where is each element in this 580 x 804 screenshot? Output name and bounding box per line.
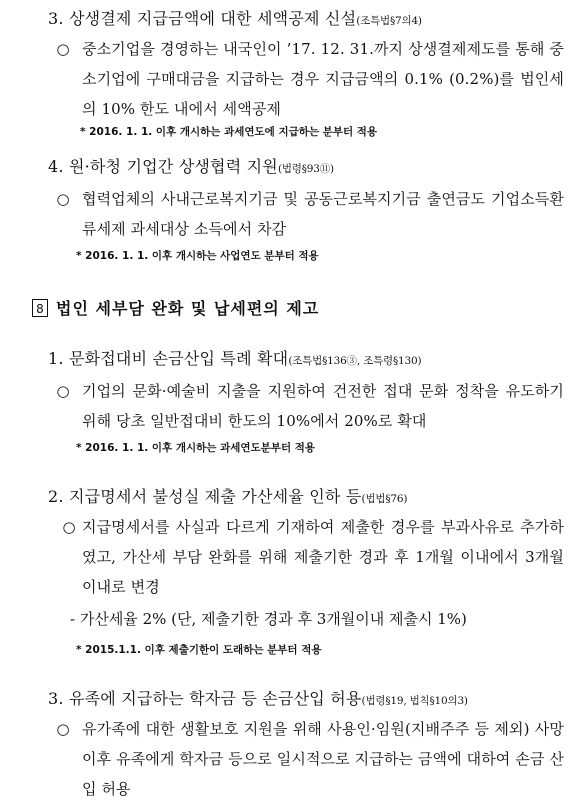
item-3-bullet-text: 중소기업을 경영하는 내국인이 ’17. 12. 31.까지 상생결제제도를 통해 중소기업에 구매대금을 지급하는 경우 지급금액의 0.1% (0.2%)를 법인세의 10% 한도 내에서 세액공제 bbox=[82, 40, 564, 118]
sec8-item-3-ref: (법령§19, 법칙§10의3) bbox=[361, 695, 468, 707]
item-4-ref: (법령§93⑪) bbox=[277, 163, 334, 175]
sec8-item-1-bullet bbox=[56, 376, 564, 436]
sec8-item-2-dash bbox=[70, 604, 564, 634]
item-4-heading bbox=[48, 154, 568, 177]
sec8-item-3-bullet-text: 유가족에 대한 생활보호 지원을 위해 사용인·임원(지배주주 등 제외) 사망 이후 유족에게 학자금 등으로 일시적으로 지급하는 금액에 대하여 손금 산입 허용 bbox=[82, 720, 564, 798]
item-3-heading-text: 3. 상생결제 지급금액에 대한 세액공제 신설 bbox=[48, 9, 357, 28]
section-8-header bbox=[32, 296, 552, 319]
item-3-ref: (조특법§7의4) bbox=[356, 15, 422, 27]
circle-bullet-icon: ○ bbox=[56, 720, 70, 738]
section-number-box: 8 bbox=[32, 299, 48, 317]
section-8-title: 법인 세부담 완화 및 납세편의 제고 bbox=[56, 299, 320, 318]
sec8-item-2-bullet-text: 지급명세서를 사실과 다르게 기재하여 제출한 경우를 부과사유로 추가하였고, 가산세 부담 완화를 위해 제출기한 경과 후 1개월 이내에서 3개월 이내로 변경 bbox=[82, 518, 564, 596]
item-4-note: * 2016. 1. 1. 이후 개시하는 사업연도 분부터 적용 bbox=[76, 250, 319, 262]
sec8-item-1-heading-text: 1. 문화접대비 손금산입 특례 확대 bbox=[48, 349, 289, 368]
sec8-item-2-note: * 2015.1.1. 이후 제출기한이 도래하는 분부터 적용 bbox=[76, 644, 322, 656]
circle-bullet-icon: ○ bbox=[56, 190, 70, 208]
item-4-bullet bbox=[56, 184, 564, 244]
circle-bullet-icon: ○ bbox=[62, 518, 76, 536]
sec8-item-3-heading bbox=[48, 686, 568, 709]
sec8-item-2-bullet bbox=[62, 512, 564, 602]
sec8-item-2-heading-text: 2. 지급명세서 불성실 제출 가산세율 인하 등 bbox=[48, 487, 362, 506]
sec8-item-1-heading bbox=[48, 346, 568, 369]
sec8-item-1-note: * 2016. 1. 1. 이후 개시하는 과세연도분부터 적용 bbox=[76, 442, 316, 454]
item-4-heading-text: 4. 원·하청 기업간 상생협력 지원 bbox=[48, 157, 278, 176]
item-3-bullet bbox=[56, 34, 564, 124]
sec8-item-1-ref: (조특법§136③, 조특령§130) bbox=[288, 355, 422, 367]
sec8-item-2-dash-text: - 가산세율 2% (단, 제출기한 경과 후 3개월이내 제출시 1%) bbox=[70, 610, 467, 628]
circle-bullet-icon: ○ bbox=[56, 40, 70, 58]
sec8-item-2-ref: (법법§76) bbox=[361, 493, 408, 505]
sec8-item-3-heading-text: 3. 유족에 지급하는 학자금 등 손금산입 허용 bbox=[48, 689, 362, 708]
sec8-item-1-bullet-text: 기업의 문화·예술비 지출을 지원하여 건전한 접대 문화 정착을 유도하기 위해 당초 일반접대비 한도의 10%에서 20%로 확대 bbox=[82, 382, 564, 430]
item-3-heading bbox=[48, 6, 568, 29]
item-3-note: * 2016. 1. 1. 이후 개시하는 과세연도에 지급하는 분부터 적용 bbox=[80, 126, 378, 138]
circle-bullet-icon: ○ bbox=[56, 382, 70, 400]
item-4-bullet-text: 협력업체의 사내근로복지기금 및 공동근로복지기금 출연금도 기업소득환류세제 과세대상 소득에서 차감 bbox=[82, 190, 564, 238]
sec8-item-3-bullet bbox=[56, 714, 564, 804]
sec8-item-2-heading bbox=[48, 484, 568, 507]
